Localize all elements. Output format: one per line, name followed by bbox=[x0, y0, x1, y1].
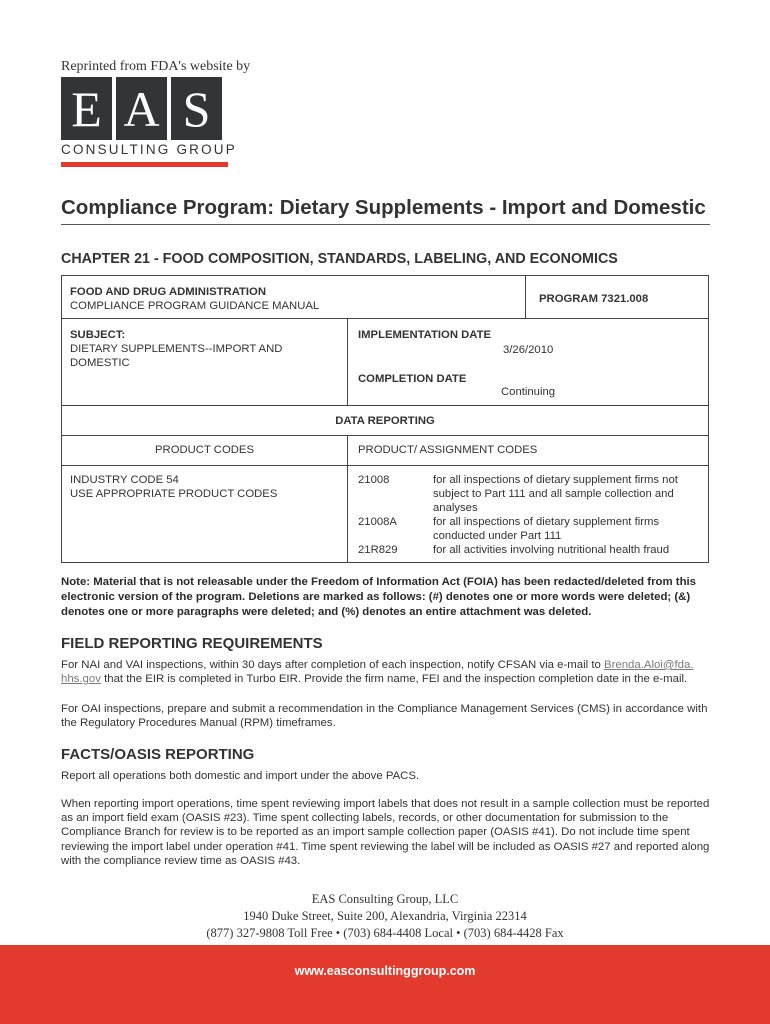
footer-company: EAS Consulting Group, LLC bbox=[311, 892, 459, 906]
program-table bbox=[61, 275, 709, 563]
oai-text: the Regulatory Procedures Manual (RPM) timeframes. bbox=[61, 717, 336, 730]
assignment-code: 21008A bbox=[358, 516, 397, 528]
subject-value: DIETARY SUPPLEMENTS--IMPORT AND bbox=[70, 343, 283, 355]
foia-note-line: electronic version of the program. Deletions are marked as follows: (#) denotes one or more words were deleted; (&) bbox=[61, 591, 691, 603]
title-divider bbox=[61, 224, 710, 225]
logo-letter-e: E bbox=[61, 77, 112, 140]
footer-address: 1940 Duke Street, Suite 200, Alexandria, Virginia 22314 bbox=[243, 909, 527, 923]
subject-label: SUBJECT: bbox=[70, 329, 126, 341]
assignment-code-description: analyses bbox=[433, 502, 478, 514]
oai-paragraph bbox=[61, 702, 721, 730]
implementation-date-value: 3/26/2010 bbox=[503, 344, 554, 356]
logo-letter-a: A bbox=[116, 77, 167, 140]
assignment-code-description: for all inspections of dietary supplement firms bbox=[433, 516, 660, 528]
foia-note-line: denotes one or more paragraphs were deleted; and (%) denotes an entire attachment was deleted. bbox=[61, 606, 592, 618]
completion-date-label: COMPLETION DATE bbox=[358, 373, 467, 385]
table-rule bbox=[62, 435, 708, 436]
assignment-code-description: for all activities involving nutritional health fraud bbox=[433, 544, 670, 556]
table-rule bbox=[347, 318, 348, 405]
subject-value-cont: DOMESTIC bbox=[70, 357, 130, 369]
data-reporting-header: DATA REPORTING bbox=[335, 415, 435, 427]
implementation-date-label: IMPLEMENTATION DATE bbox=[358, 329, 492, 341]
field-reporting-paragraph bbox=[61, 658, 721, 686]
facts-oasis-intro: Report all operations both domestic and import under the above PACS. bbox=[61, 770, 420, 782]
facts-oasis-text: reviewing the import label under operation #41. Time spent reviewing the label will be included as OASIS #27 and reported along bbox=[61, 840, 710, 853]
footer-band bbox=[0, 945, 770, 1024]
foia-note-line: Note: Material that is not releasable under the Freedom of Information Act (FOIA) has been redacted/deleted from this bbox=[61, 576, 697, 588]
assignment-code: 21008 bbox=[358, 474, 390, 486]
logo-subtitle: CONSULTING GROUP bbox=[61, 142, 237, 157]
assignment-code-description: for all inspections of dietary supplement firms not bbox=[433, 474, 678, 486]
facts-oasis-text: with the compliance review time as OASIS #43. bbox=[61, 854, 301, 867]
assignment-code: 21R829 bbox=[358, 544, 398, 556]
assignment-code-description: subject to Part 111 and all sample collection and bbox=[433, 488, 674, 500]
chapter-heading: CHAPTER 21 - FOOD COMPOSITION, STANDARDS, LABELING, AND ECONOMICS bbox=[61, 251, 618, 267]
product-codes-header: PRODUCT CODES bbox=[155, 444, 254, 456]
table-rule bbox=[347, 435, 348, 563]
completion-date-value: Continuing bbox=[501, 386, 556, 398]
oai-text: For OAI inspections, prepare and submit a recommendation in the Compliance Management Services (CMS) in accordance with bbox=[61, 703, 708, 715]
footer-phones: (877) 327-9808 Toll Free • (703) 684-4408 Local • (703) 684-4428 Fax bbox=[206, 926, 564, 940]
product-codes-instruction: USE APPROPRIATE PRODUCT CODES bbox=[70, 488, 278, 500]
eas-logo bbox=[61, 77, 222, 140]
field-reporting-text: that the EIR is completed in Turbo EIR. Provide the firm name, FEI and the inspection completion date in the e-mail. bbox=[100, 673, 688, 686]
logo-accent-bar bbox=[61, 162, 228, 167]
table-rule bbox=[62, 405, 708, 406]
foia-note bbox=[61, 575, 711, 620]
field-reporting-text: For NAI and VAI inspections, within 30 days after completion of each inspection, notify CFSAN via e-mail to bbox=[61, 659, 604, 671]
table-rule bbox=[62, 465, 708, 466]
facts-oasis-text: as an import field exam (OASIS #23). Time spent collecting labels, records, or other documentation for submission to the bbox=[61, 812, 669, 825]
page-title: Compliance Program: Dietary Supplements - Import and Domestic bbox=[61, 196, 706, 219]
table-rule bbox=[525, 276, 526, 318]
facts-oasis-paragraph bbox=[61, 797, 726, 868]
agency-name: FOOD AND DRUG ADMINISTRATION bbox=[70, 286, 267, 298]
email-link[interactable]: Brenda.Aloi@fda. bbox=[604, 659, 694, 671]
assignment-codes-header: PRODUCT/ ASSIGNMENT CODES bbox=[358, 444, 538, 456]
email-link-cont[interactable]: hhs.gov bbox=[61, 673, 101, 686]
facts-oasis-heading: FACTS/OASIS REPORTING bbox=[61, 746, 255, 763]
field-reporting-heading: FIELD REPORTING REQUIREMENTS bbox=[61, 635, 323, 652]
program-number: PROGRAM 7321.008 bbox=[539, 293, 649, 305]
facts-oasis-text: When reporting import operations, time spent reviewing import labels that does not result in a sample collection must be reported bbox=[61, 798, 710, 810]
logo-letter-s: S bbox=[171, 77, 222, 140]
manual-name: COMPLIANCE PROGRAM GUIDANCE MANUAL bbox=[70, 300, 320, 312]
facts-oasis-text: Compliance Branch for review is to be reported as an import sample collection paper (OASIS #41). Do not include time spent bbox=[61, 826, 690, 839]
reprint-notice: Reprinted from FDA's website by bbox=[61, 59, 251, 74]
assignment-code-description: conducted under Part 111 bbox=[433, 530, 562, 542]
industry-code: INDUSTRY CODE 54 bbox=[70, 474, 179, 486]
table-rule bbox=[62, 318, 708, 319]
website-link[interactable]: www.easconsultinggroup.com bbox=[294, 964, 476, 978]
